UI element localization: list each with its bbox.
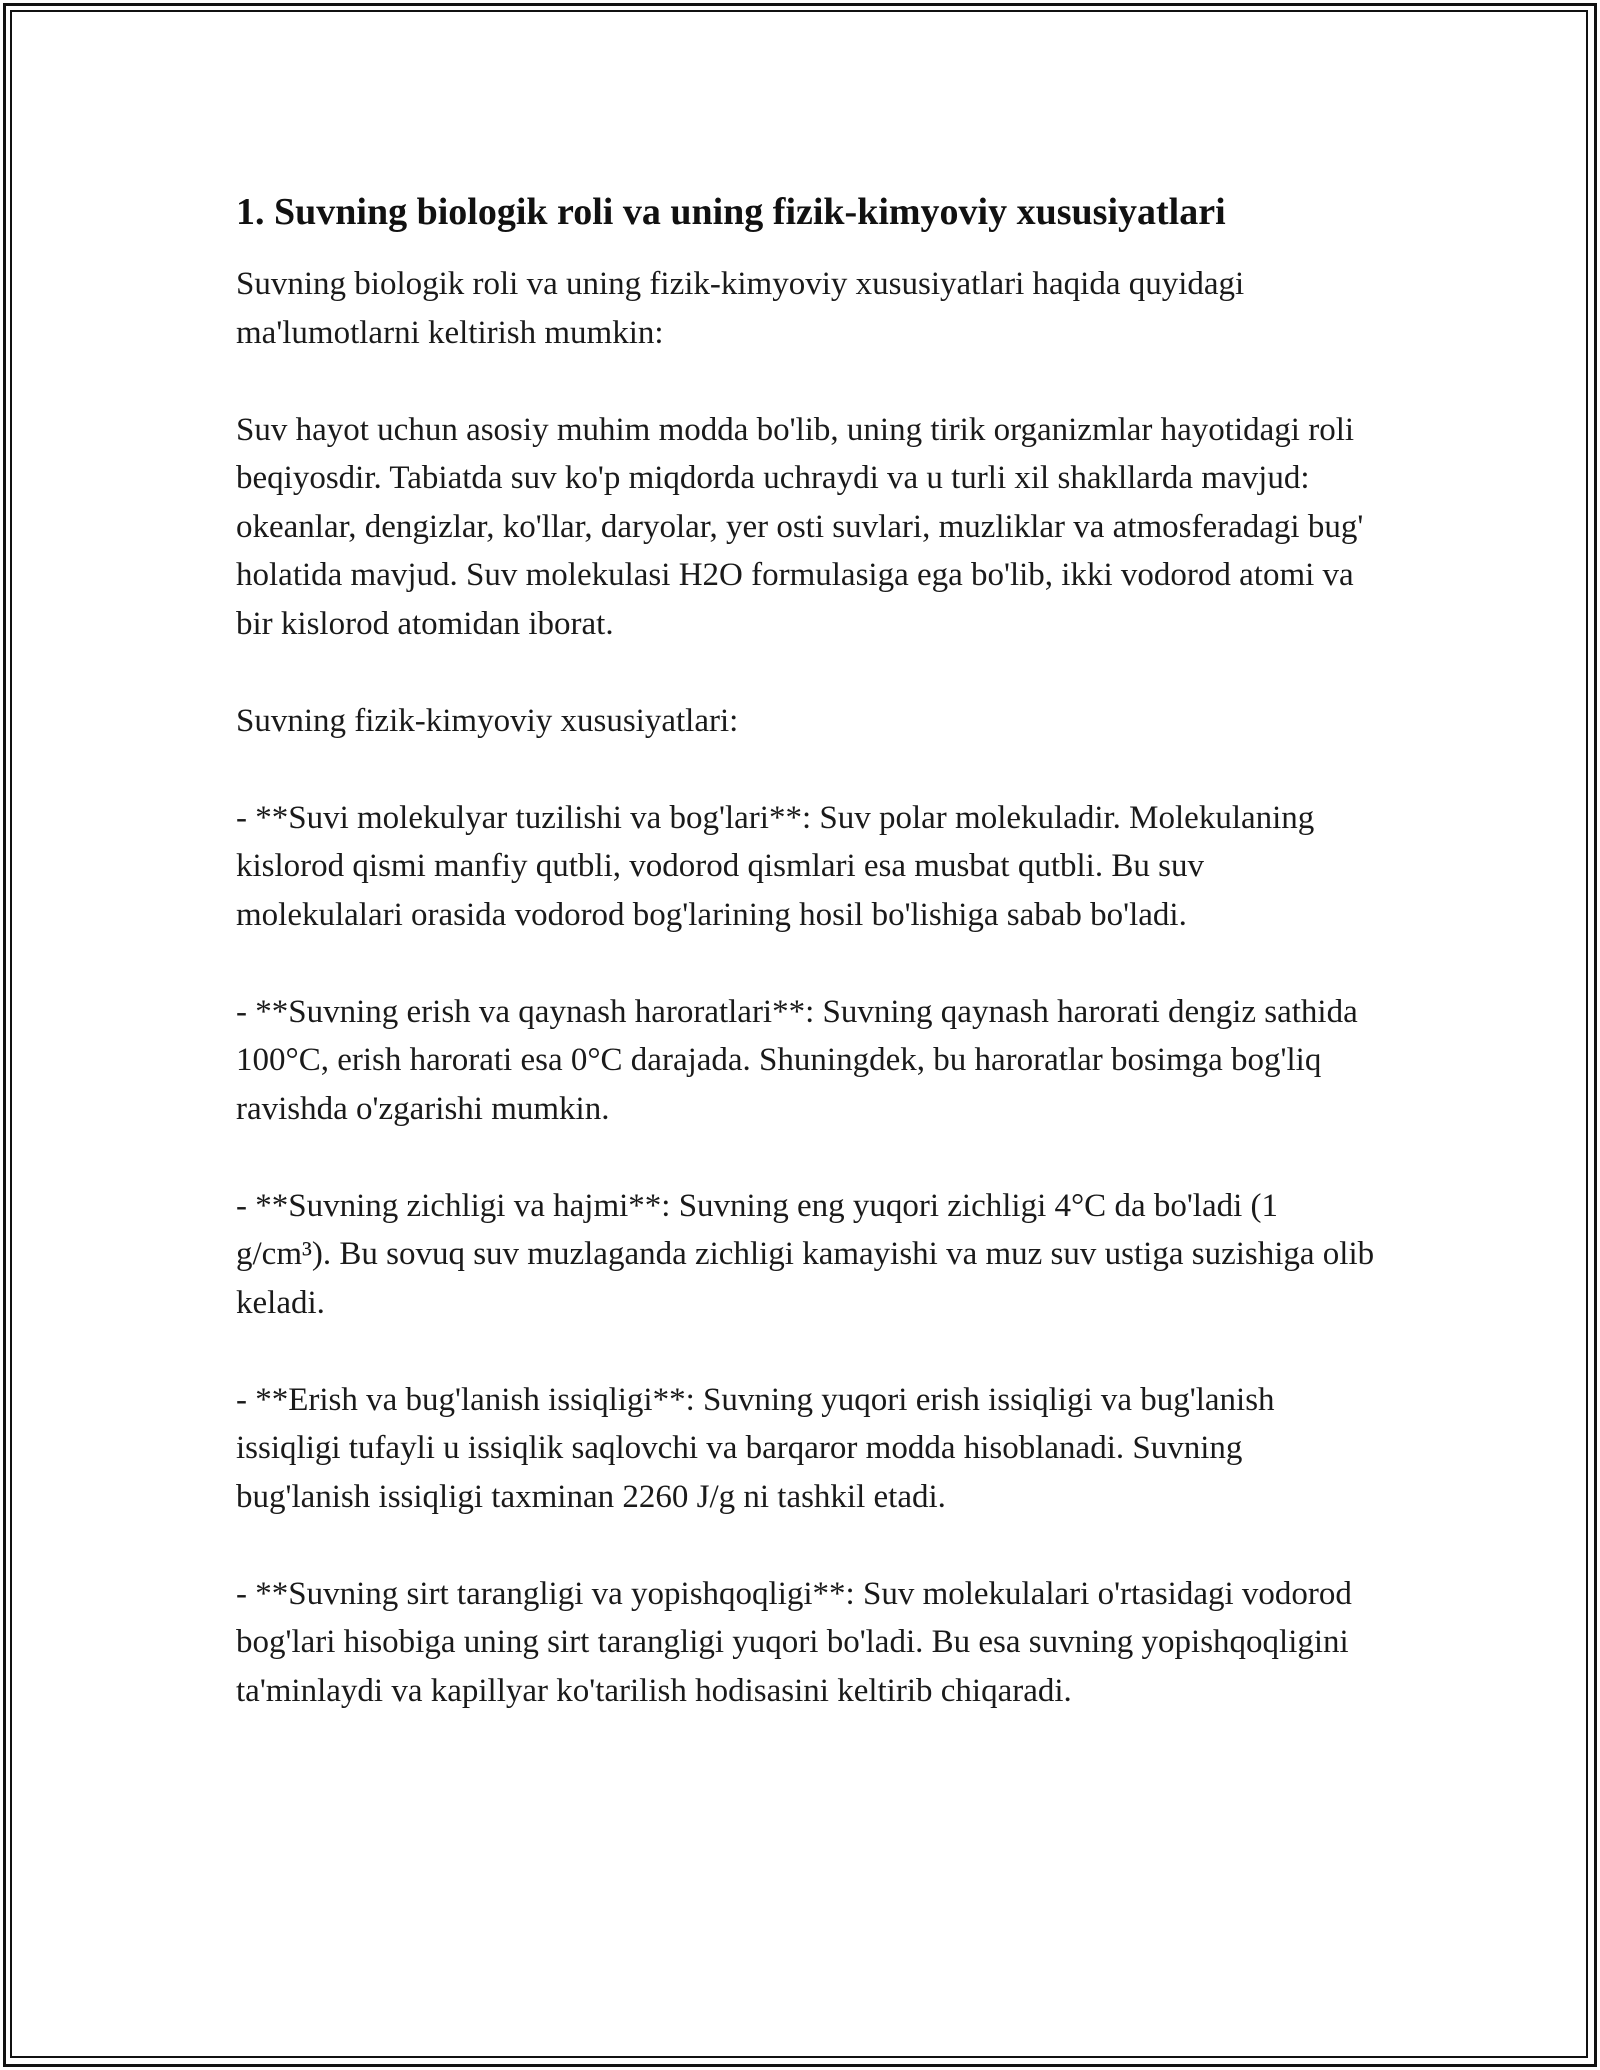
section-heading-paragraph: Suvning fizik-kimyoviy xususiyatlari: — [236, 702, 739, 739]
intro-paragraph: Suvning biologik roli va uning fizik-kimyoviy xususiyatlari haqida quyidagi ma'lumotlarni keltirish mumkin: — [236, 266, 1245, 351]
overview-paragraph: Suv hayot uchun asosiy muhim modda bo'lib, uning tirik organizmlar hayotidagi roli beqiyosdir. Tabiatda suv ko'p miqdorda uchraydi va u turli xil shakllarda mavjud: okeanlar, dengizlar, ko'llar, daryolar, yer osti suvlari, muzliklar va atmosferadagi bug' holatida mavjud. Suv molekulasi H2O formulasiga ega bo'lib, ikki vodorod atomi va bir kislorod atomidan iborat. — [236, 411, 1364, 642]
property-heat-of-fusion: - **Erish va bug'lanish issiqligi**: Suvning yuqori erish issiqligi va bug'lanish issiqligi tufayli u issiqlik saqlovchi va barqaror modda hisoblanadi. Suvning bug'lanish issiqligi taxminan 2260 J/g ni tashkil etadi. — [236, 1381, 1275, 1515]
property-density: - **Suvning zichligi va hajmi**: Suvning eng yuqori zichligi 4°C da bo'ladi (1 g/cm³). Bu sovuq suv muzlaganda zichligi kamayishi va muz suv ustiga suzishiga olib keladi. — [236, 1187, 1375, 1321]
document-title: 1. Suvning biologik roli va uning fizik-kimyoviy xususiyatlari — [236, 191, 1226, 233]
document-body — [236, 186, 1376, 1715]
property-surface-tension: - **Suvning sirt tarangligi va yopishqoqligi**: Suv molekulalari o'rtasidagi vodorod bog'lari hisobiga uning sirt tarangligi yuqori bo'ladi. Bu esa suvning yopishqoqligini ta'minlaydi va kapillyar ko'tarilish hodisasini keltirib chiqaradi. — [236, 1575, 1352, 1709]
property-molecular-structure: - **Suvi molekulyar tuzilishi va bog'lari**: Suv polar molekuladir. Molekulaning kislorod qismi manfiy qutbli, vodorod qismlari esa musbat qutbli. Bu suv molekulalari orasida vodorod bog'larining hosil bo'lishiga sabab bo'ladi. — [236, 799, 1315, 933]
property-melting-boiling: - **Suvning erish va qaynash haroratlari**: Suvning qaynash harorati dengiz sathida 100°C, erish harorati esa 0°C darajada. Shuningdek, bu haroratlar bosimga bog'liq ravishda o'zgarishi mumkin. — [236, 993, 1358, 1127]
